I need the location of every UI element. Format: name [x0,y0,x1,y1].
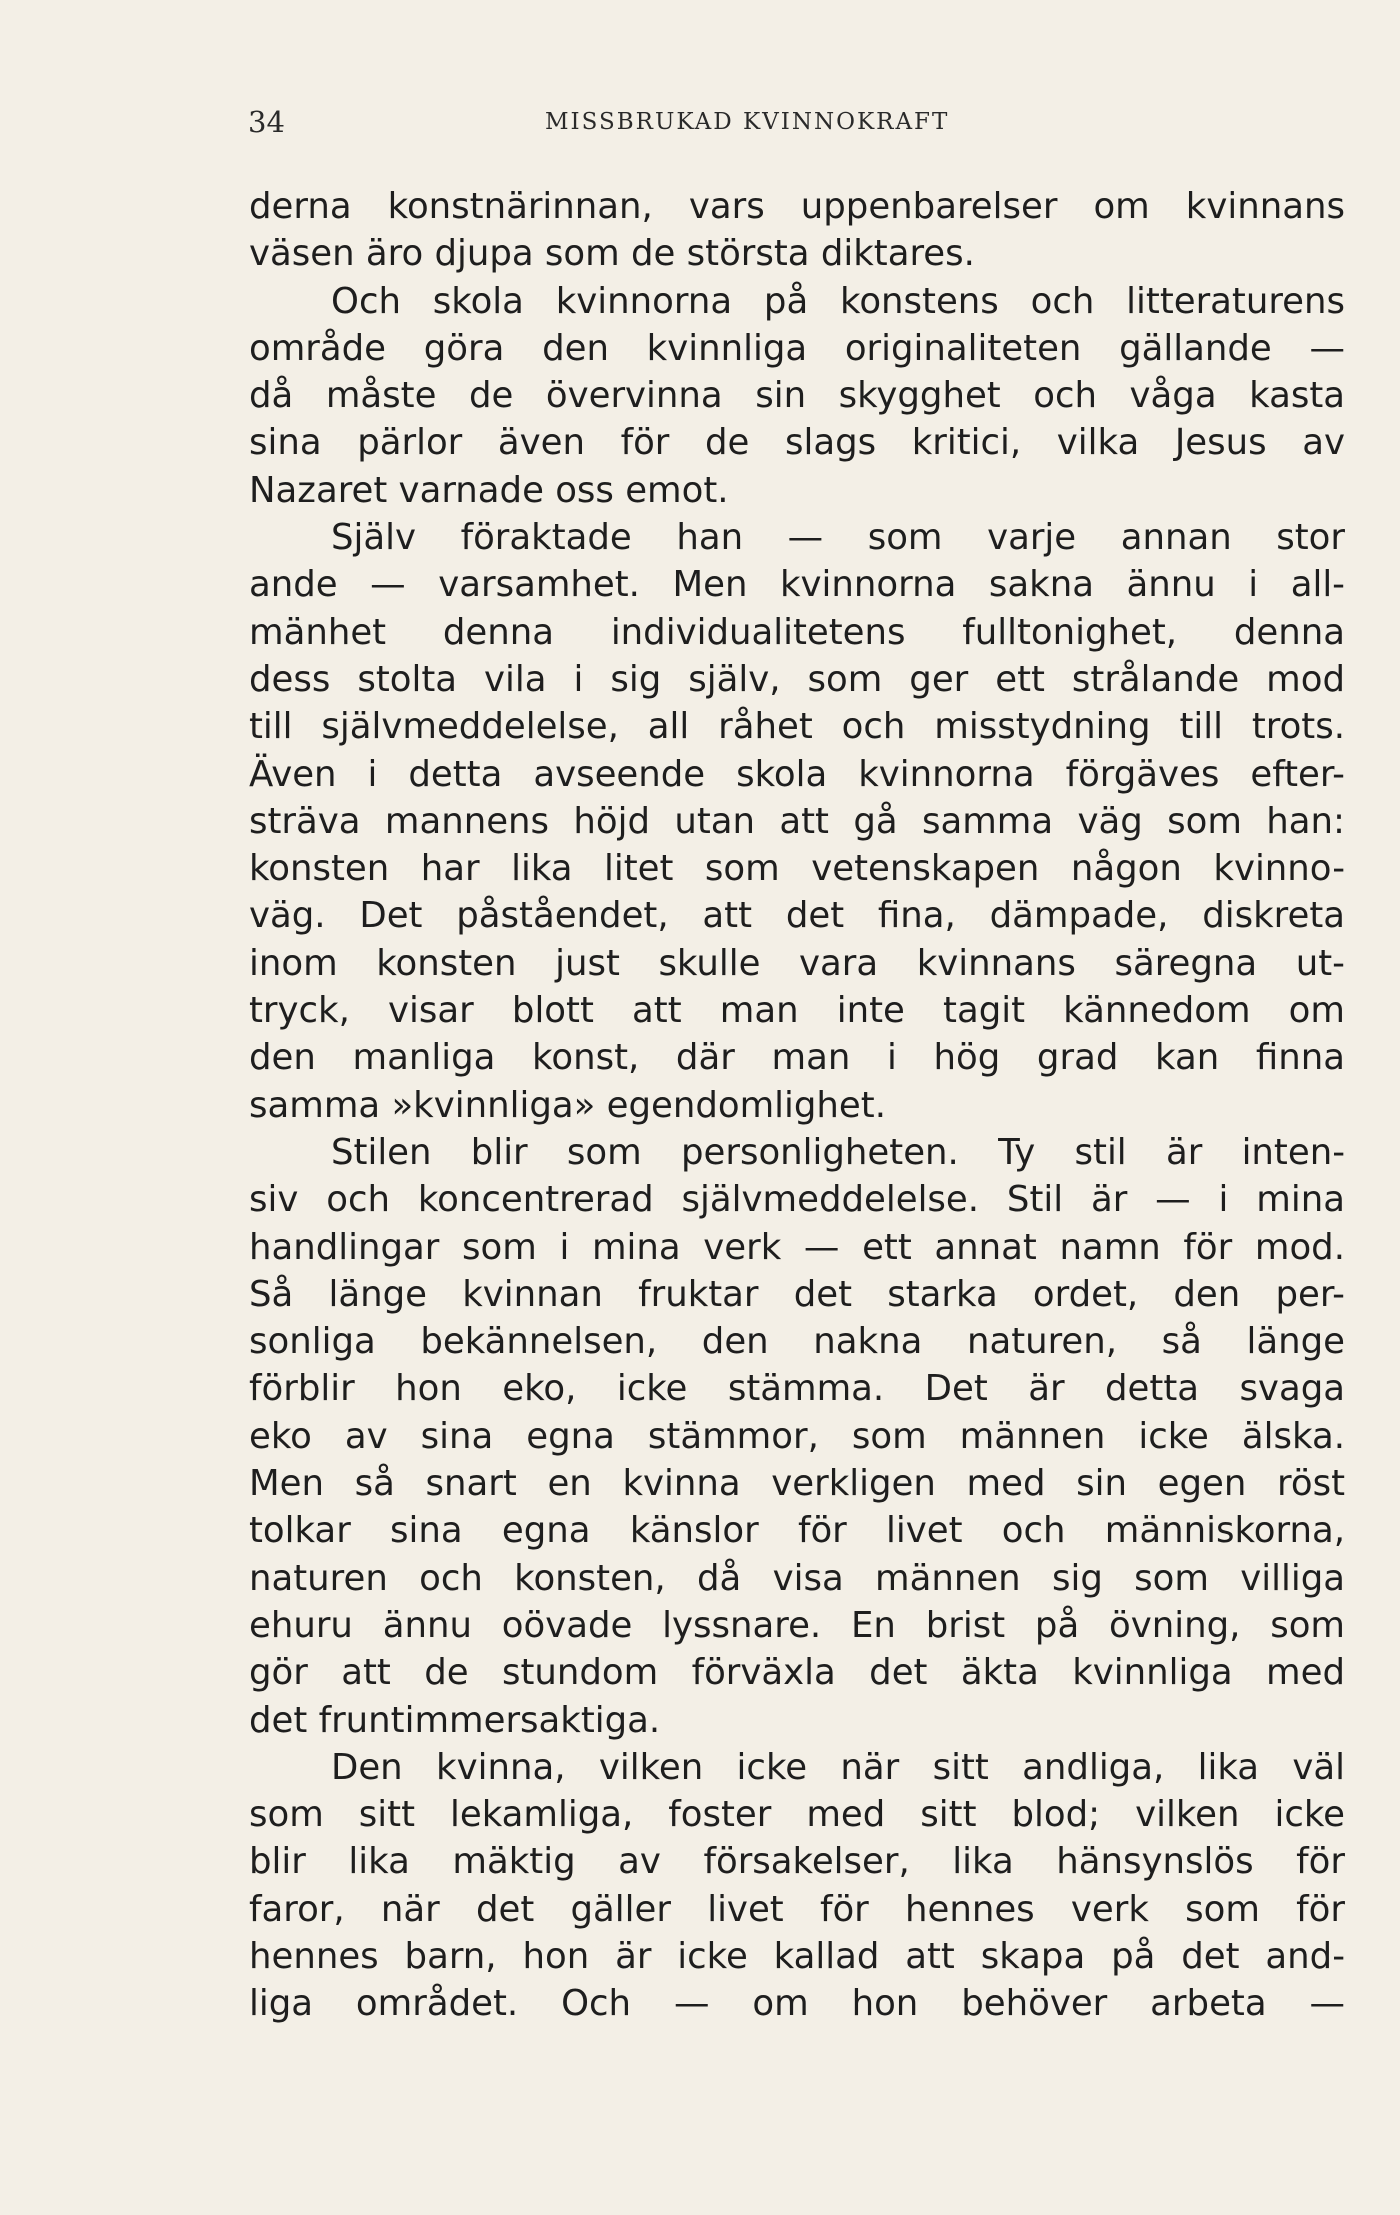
text-line: Nazaret varnade oss emot. [249,469,729,511]
text-line: den manliga konst, där man i hög grad kan finna [249,1037,1345,1079]
text-line: hennes barn, hon är icke kallad att skapa på det and- [249,1935,1345,1977]
body-text [249,183,1345,2028]
text-line: då måste de övervinna sin skygghet och våga kasta [249,375,1345,417]
text-line: samma »kvinnliga» egendomlighet. [249,1084,886,1126]
paragraph-start-line: Den kvinna, vilken icke när sitt andliga, lika väl [331,1746,1345,1788]
text-line: ande — varsamhet. Men kvinnorna sakna ännu i all- [249,564,1345,606]
text-line: sina pärlor även för de slags kritici, vilka Jesus av [249,422,1345,464]
text-line: förblir hon eko, icke stämma. Det är detta svaga [249,1368,1345,1410]
text-line: ehuru ännu oövade lyssnare. En brist på övning, som [249,1604,1345,1646]
text-line: Men så snart en kvinna verkligen med sin egen röst [249,1463,1345,1505]
text-line: siv och koncentrerad självmeddelelse. Stil är — i mina [249,1179,1345,1221]
text-line: som sitt lekamliga, foster med sitt blod; vilken icke [249,1794,1345,1836]
text-line: sonliga bekännelsen, den nakna naturen, så länge [249,1321,1345,1363]
paragraph-start-line: Själv föraktade han — som varje annan stor [331,517,1345,559]
text-line: område göra den kvinnliga originaliteten gällande — [249,327,1345,369]
text-line: naturen och konsten, då visa männen sig som villiga [249,1557,1345,1599]
text-line: Även i detta avseende skola kvinnorna förgäves efter- [249,753,1345,795]
paragraph-start-line: Och skola kvinnorna på konstens och litteraturens [331,280,1345,322]
text-line: eko av sina egna stämmor, som männen icke älska. [249,1415,1345,1457]
text-line: tolkar sina egna känslor för livet och människorna, [249,1510,1345,1552]
text-line: handlingar som i mina verk — ett annat namn för mod. [249,1226,1345,1268]
text-line: derna konstnärinnan, vars uppenbarelser om kvinnans [249,186,1345,227]
page-number: 34 [248,105,285,139]
text-line: Så länge kvinnan fruktar det starka ordet, den per- [249,1273,1345,1315]
text-line: mänhet denna individualitetens fulltonighet, denna [249,611,1345,653]
running-title: MISSBRUKAD KVINNOKRAFT [545,109,950,135]
text-line: inom konsten just skulle vara kvinnans säregna ut- [249,942,1345,984]
text-line: väsen äro djupa som de största diktares. [249,233,975,275]
text-line: tryck, visar blott att man inte tagit kännedom om [249,990,1345,1032]
text-line: konsten har lika litet som vetenskapen någon kvinno- [249,848,1345,890]
text-line: väg. Det påståendet, att det fina, dämpade, diskreta [249,895,1345,937]
paragraph-start-line: Stilen blir som personligheten. Ty stil är inten- [331,1131,1345,1173]
text-line: till självmeddelelse, all råhet och misstydning till trots. [249,706,1345,748]
text-line: det fruntimmersaktiga. [249,1699,661,1741]
text-line: sträva mannens höjd utan att gå samma väg som han: [249,800,1345,842]
text-line: blir lika mäktig av försakelser, lika hänsynslös för [249,1841,1345,1883]
text-line: faror, när det gäller livet för hennes verk som för [249,1888,1345,1930]
text-line: liga området. Och — om hon behöver arbeta — [249,1983,1345,2025]
text-line: dess stolta vila i sig själv, som ger ett strålande mod [249,658,1345,700]
text-line: gör att de stundom förväxla det äkta kvinnliga med [249,1652,1345,1694]
